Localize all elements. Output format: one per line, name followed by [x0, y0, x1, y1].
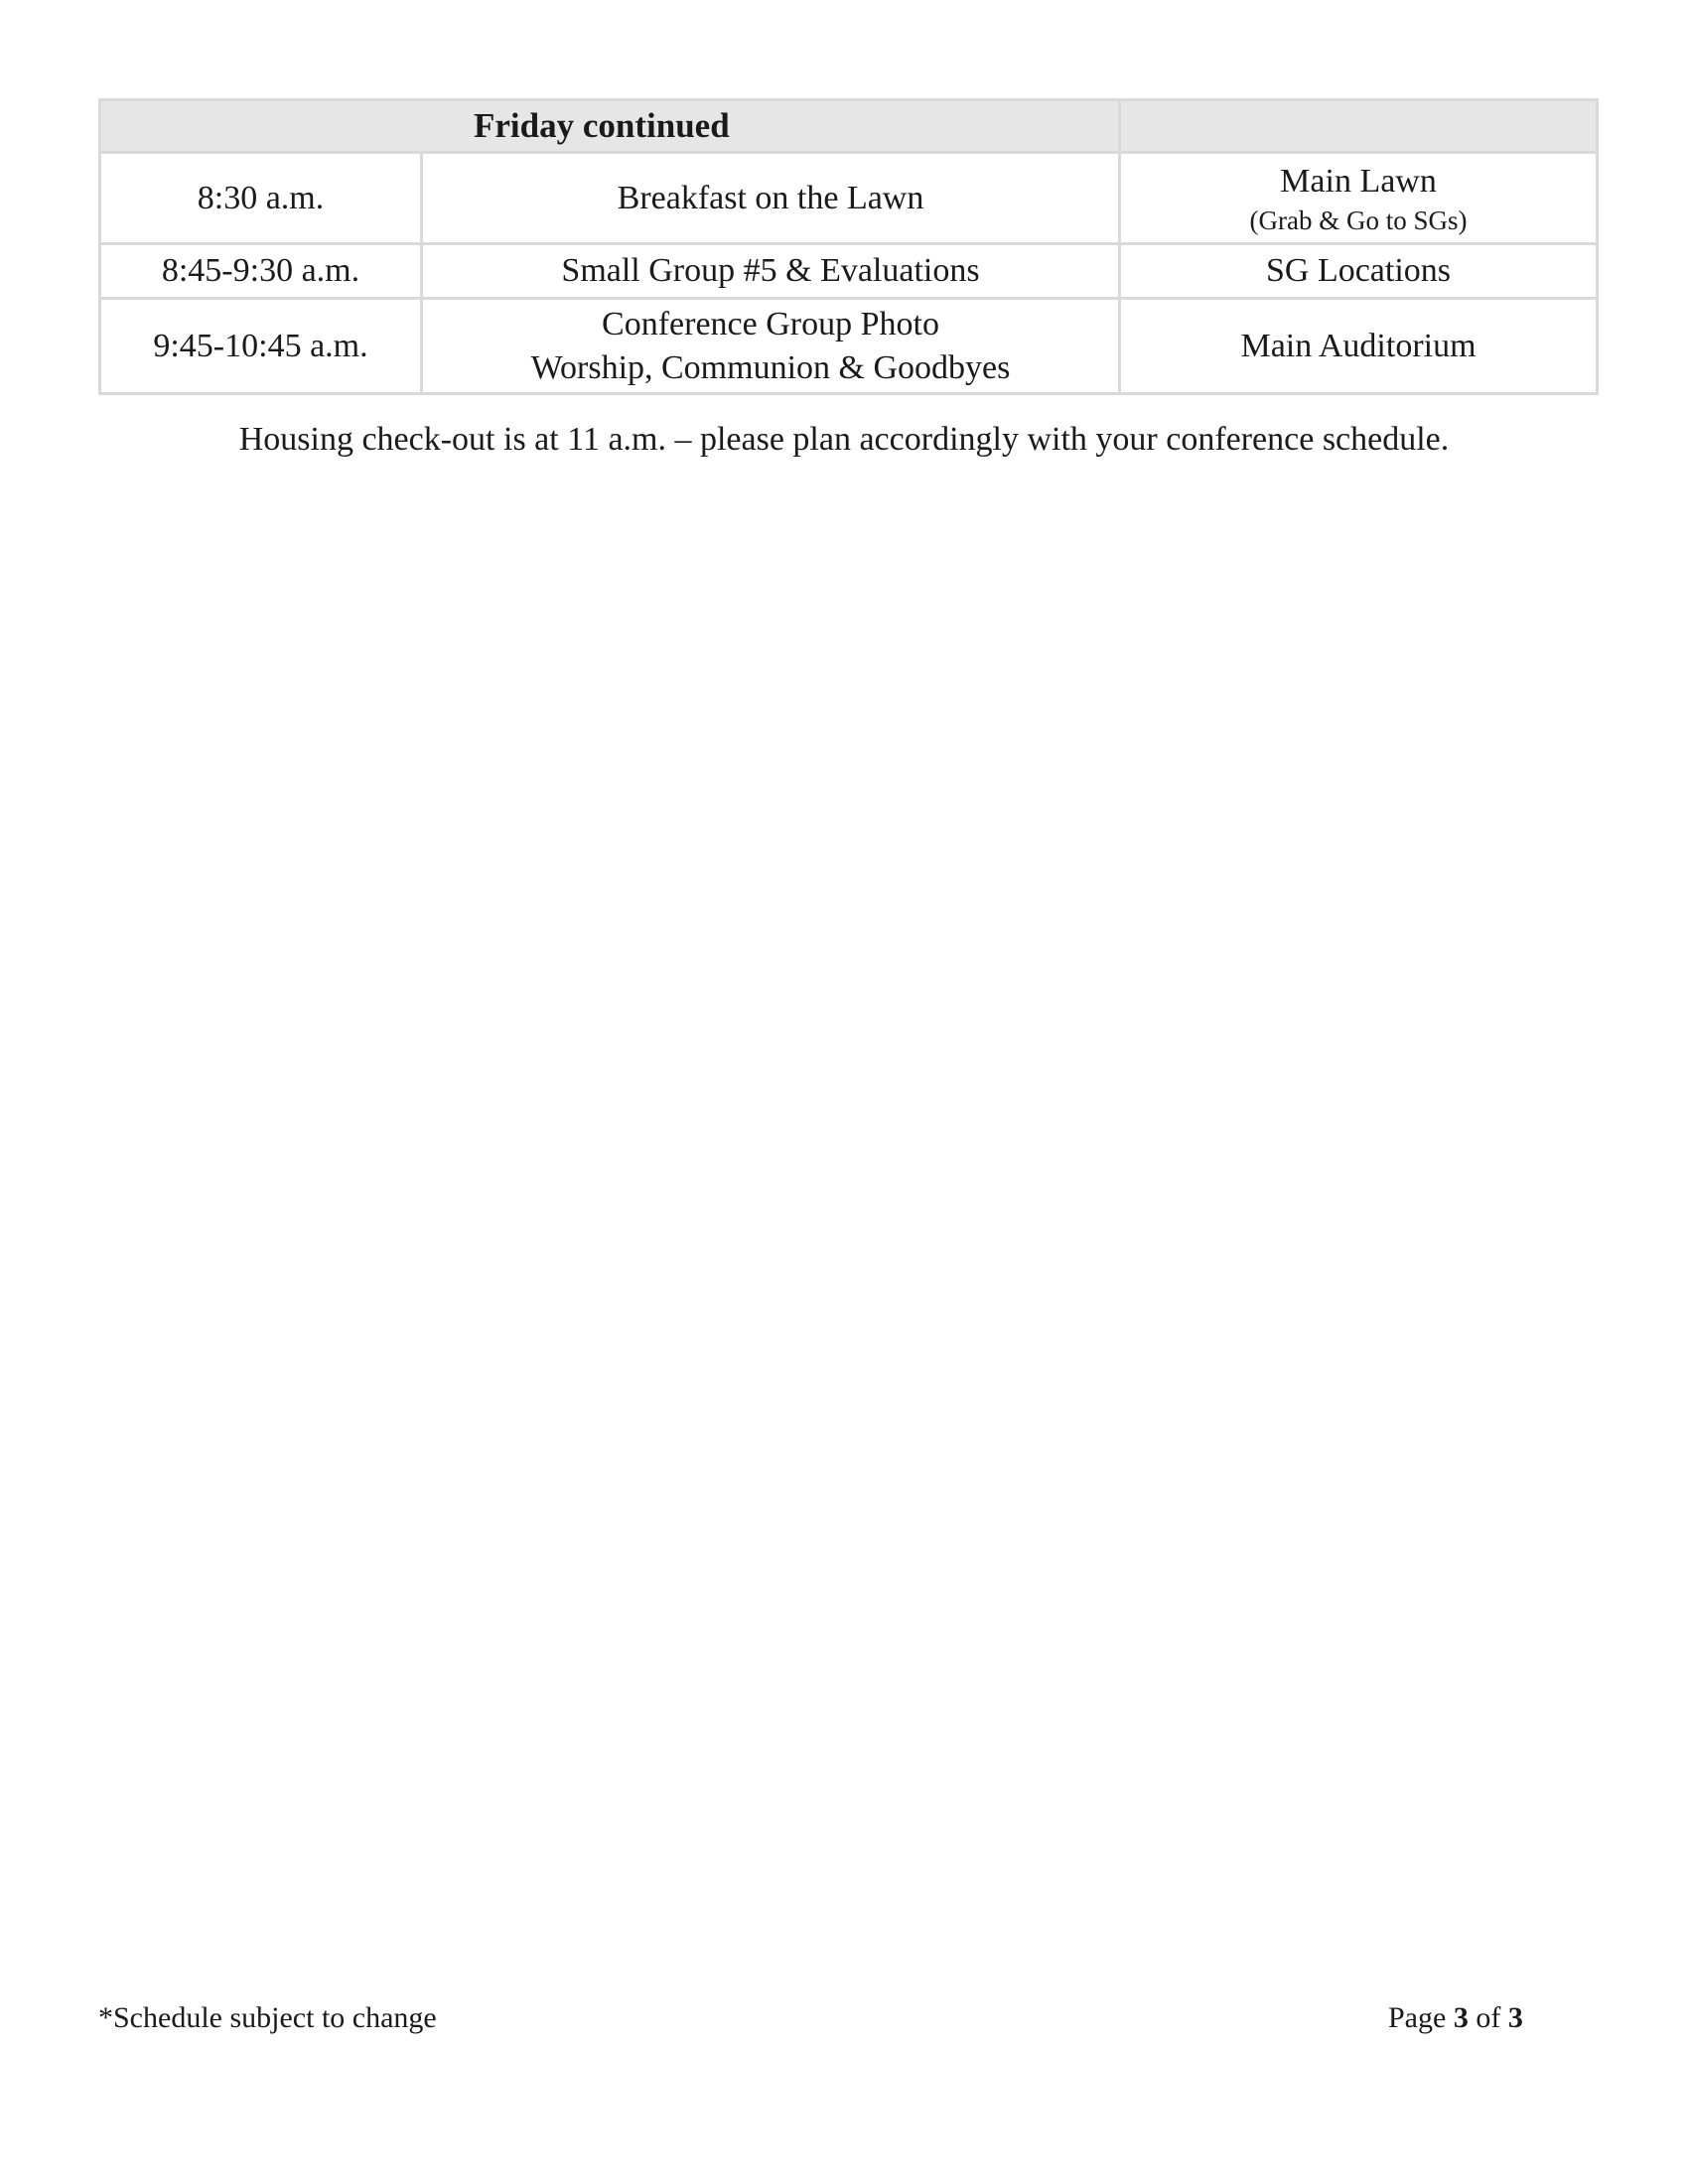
table-row: [100, 244, 1598, 299]
location-cell: Main Auditorium: [1120, 299, 1598, 394]
page-total: 3: [1507, 2001, 1523, 2034]
page-number: [1388, 2001, 1523, 2035]
table-row: [100, 299, 1598, 394]
table-row: [100, 153, 1598, 244]
schedule-disclaimer: *Schedule subject to change: [98, 2001, 437, 2034]
event-line: Worship, Communion & Goodbyes: [530, 348, 1011, 386]
day-heading: Friday continued: [100, 100, 1120, 153]
location-header-cell: [1120, 100, 1598, 153]
schedule-table: [98, 98, 1599, 395]
page-current: 3: [1453, 2001, 1469, 2034]
time-cell: 9:45-10:45 a.m.: [100, 299, 422, 394]
event-cell: Breakfast on the Lawn: [422, 153, 1120, 244]
time-cell: 8:30 a.m.: [100, 153, 422, 244]
time-cell: 8:45-9:30 a.m.: [100, 244, 422, 299]
checkout-note: Housing check-out is at 11 a.m. – please plan accordingly with your conference schedule.: [238, 421, 1450, 458]
location-cell: [1120, 153, 1598, 244]
location-name: Main Lawn: [1280, 162, 1437, 200]
event-line: Conference Group Photo: [602, 305, 939, 342]
location-note: (Grab & Go to SGs): [1249, 205, 1468, 235]
page-mid: of: [1468, 2001, 1508, 2034]
event-cell: Small Group #5 & Evaluations: [422, 244, 1120, 299]
location-cell: SG Locations: [1120, 244, 1598, 299]
event-cell: [422, 299, 1120, 394]
page-prefix: Page: [1388, 2001, 1454, 2034]
table-header-row: [100, 100, 1598, 153]
